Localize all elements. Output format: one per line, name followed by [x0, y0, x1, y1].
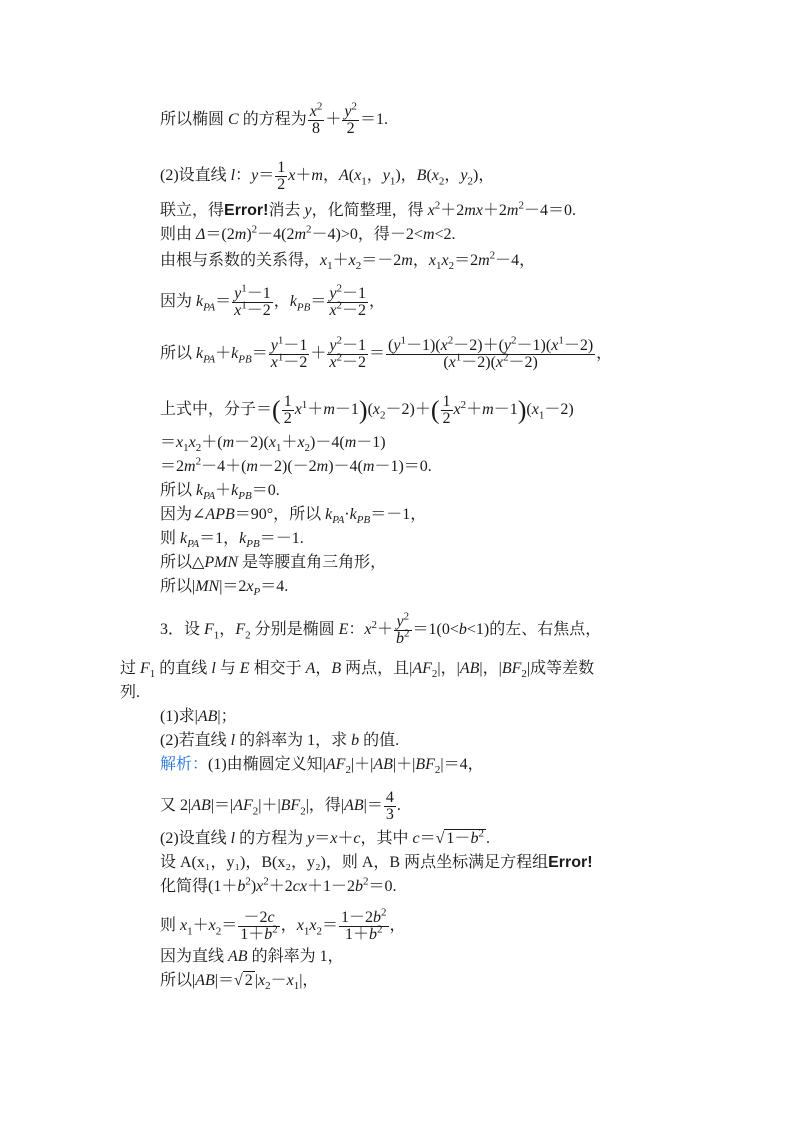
solution-line-5: 化简得$(1+b^2)x^2+2cx+1-2b^2=0$.: [160, 875, 397, 895]
error-text: Error!: [548, 854, 593, 871]
solution-line-2: 又 $2|AB|=|AF_2|+|BF_2|$，得|AB|＝ $\frac{4}{3}$ .: [160, 789, 401, 823]
line-combine: 联立，得Error!消去 y，化简整理，得 $x^2+2mx+2m^2-4=0$.: [160, 199, 576, 219]
solution-line-7: 因为直线 AB 的斜率为 1，: [160, 948, 344, 965]
line-slope-values: 则 $k_{PA}=1$，$k_{PB}=-1$.: [160, 530, 304, 551]
line-slopes: 因为 $k_{PA}=$ $\frac{y^1-1}{x^1-2}$ ，$k_{PB}=$ $\frac{y^2-1}{x^2-2}$ ，: [160, 282, 386, 319]
line-set-line: (2)设直线 l：y＝ $\frac{1}{2}$ x＋m，$A(x_1$，$y_1$)，$B(x_2$，$y_2$)，: [160, 159, 495, 193]
question-3-stem: 3．设 $F_1$，$F_2$ 分别是椭圆 E：$x^2+$ $\frac{y^2}{b^2}$ ＝1(0<b<1)的左、右焦点，: [160, 610, 602, 647]
solution-line-8: 所以|AB|＝√ 2 $|x_2-x_1|$，: [160, 972, 319, 993]
line-expand-1: $=x_1x_2+(m-2)(x_1+x_2)-4(m-1)$: [160, 434, 386, 455]
line-slope-sum: 所以 $k_{PA}+k_{PB}=$ $\frac{y^1-1}{x^1-2}$ ＋ $\frac{y^2-1}{x^2-2}$ ＝ $\frac{(y^1-1)(x^2-2)+(y^2-1)(x^1-2)}{(x^1-2)(x^2-2)}$ ，: [160, 334, 613, 371]
line-discriminant: 则由 $\Delta=(2m)^2-4(2m^2-4)>0$，得－2<m<2.: [160, 223, 456, 243]
question-3-part-1: (1)求|AB|；: [160, 708, 237, 725]
line-right-angle: 因为∠APB＝90°，所以 $k_{PA}\cdot k_{PB}=-1$，: [160, 506, 427, 527]
line-triangle: 所以△PMN 是等腰直角三角形，: [160, 554, 387, 571]
question-3-line-2: 过 $F_1$ 的直线 l 与 E 相交于 A，B 两点，且$|AF_2|$，|AB|，$|BF_2|$成等差数: [120, 660, 595, 681]
solution-line-1: 解析：(1)由椭圆定义知$|AF_2|+|AB|+|BF_2|=4$，: [160, 756, 484, 777]
solution-line-6: 则 $x_1+x_2=$ $\frac{-2c}{1+b^2}$ ，$x_1x_2=$ $\frac{1-2b^2}{1+b^2}$ ，: [160, 906, 406, 943]
line-numerator: 上式中，分子＝( $\frac{1}{2}$ $x^1+m-1)(x_2-2)+$( $\frac{1}{2}$ $x^2+m-1)(x_1-2)$: [160, 393, 574, 427]
question-3-part-2: (2)若直线 l 的斜率为 1，求 b 的值.: [160, 732, 400, 749]
question-3-line-3: 列.: [120, 684, 141, 701]
line-vieta: 由根与系数的关系得，$x_1+x_2=-2m$，$x_1x_2=2m^2-4$，: [160, 249, 536, 273]
line-ellipse-equation: 所以椭圆 C 的方程为 $\frac{x^2}{8}$ ＋ $\frac{y^2}{2}$ ＝1.: [160, 100, 388, 137]
line-sum-zero: 所以 $k_{PA}+k_{PB}=0$.: [160, 482, 280, 503]
solution-line-4: 设 A(x₁，y₁)，B(x₂，y₂)，则 A，B 两点坐标满足方程组Error!: [160, 854, 593, 871]
line-expand-2: $=2m^2-4+(m-2)(-2m)-4(m-1)=0$.: [160, 455, 432, 475]
solution-label: 解析：: [160, 756, 209, 773]
error-text: Error!: [224, 202, 269, 219]
line-mn: 所以$|MN|=2x_P=4$.: [160, 578, 289, 599]
solution-line-3: (2)设直线 l 的方程为 y＝x＋c，其中 c＝√ $1-b^2$ .: [160, 827, 490, 847]
